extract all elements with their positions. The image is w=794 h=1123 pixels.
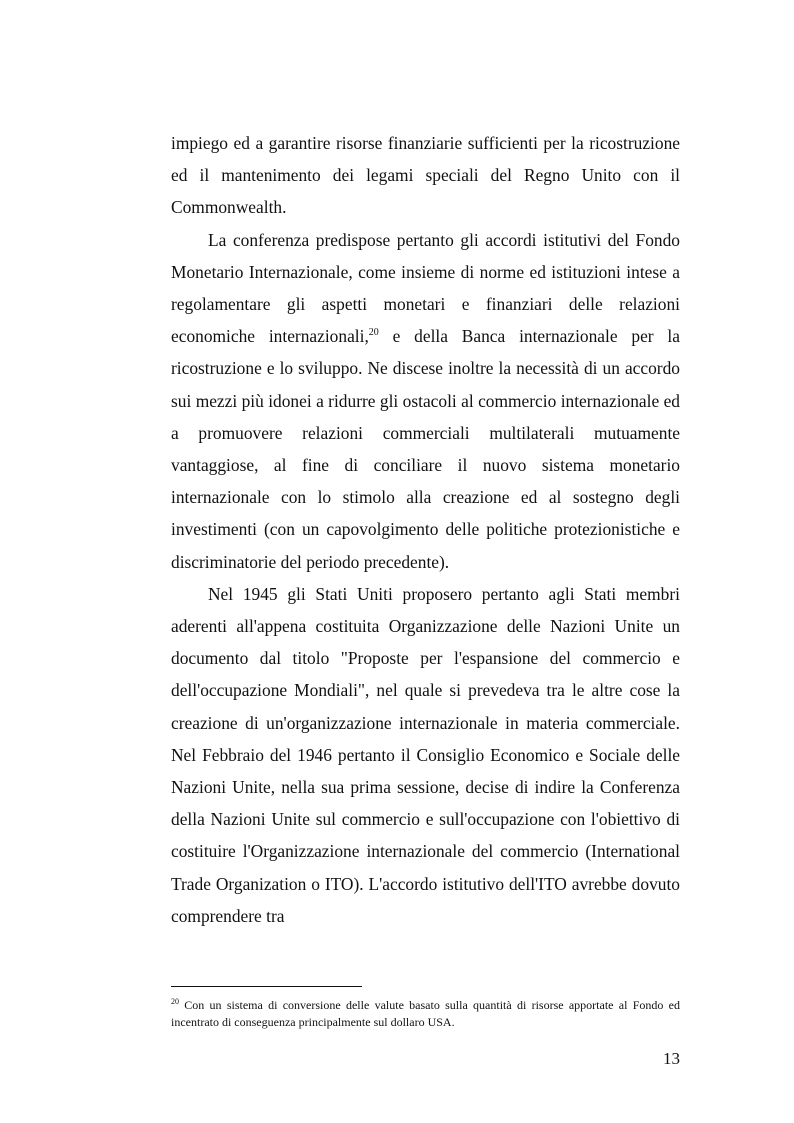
paragraph-2-text-start: La conferenza predispose pertanto gli accordi istitutivi del Fondo Monetario Internazionale, come insieme di norme ed istituzioni intese a regolamentare gli aspetti monetari e finanziari delle relazioni economiche internazionali, — [171, 229, 680, 347]
paragraph-2-text-end: e della Banca internazionale per la ricostruzione e lo sviluppo. Ne discese inoltre la necessità di un accordo sui mezzi più idonei a ridurre gli ostacoli al commercio internazionale ed a promuovere relazioni commerciali multilaterali mutuamente vantaggiose, al fine di conciliare il nuovo sistema monetario internazionale con lo stimolo alla creazione ed al sostegno degli investimenti (con un capovolgimento delle politiche protezionistiche e discriminatorie del periodo precedente). — [171, 326, 680, 572]
footnote-text: Con un sistema di conversione delle valute basato sulla quantità di risorse apportate al Fondo ed incentrato di conseguenza principalmente sul dollaro USA. — [171, 998, 680, 1029]
paragraph-2 — [171, 224, 680, 578]
paragraph-1 — [171, 127, 680, 224]
paragraph-3 — [171, 578, 680, 932]
footnote-number: 20 — [171, 997, 179, 1006]
paragraph-1-text: impiego ed a garantire risorse finanziarie sufficienti per la ricostruzione ed il mantenimento dei legami speciali del Regno Unito con il Commonwealth. — [171, 133, 680, 218]
footnote-20 — [171, 997, 680, 1031]
footnote-reference-20: 20 — [368, 327, 379, 339]
paragraph-3-text: Nel 1945 gli Stati Uniti proposero pertanto agli Stati membri aderenti all'appena costituita Organizzazione delle Nazioni Unite un documento dal titolo "Proposte per l'espansione del commercio e dell'occupazione Mondiali", nel quale si prevedeva tra le altre cose la creazione di un'organizzazione internazionale in materia commerciale. Nel Febbraio del 1946 pertanto il Consiglio Economico e Sociale delle Nazioni Unite, nella sua prima sessione, decise di indire la Conferenza della Nazioni Unite sul commercio e sull'occupazione con l'obiettivo di costituire l'Organizzazione internazionale del commercio (International Trade Organization o ITO). L'accordo istitutivo dell'ITO avrebbe dovuto comprendere tra — [171, 583, 680, 926]
page-number: 13 — [663, 1049, 680, 1068]
footnote-separator — [171, 986, 362, 987]
body-text — [171, 127, 680, 932]
